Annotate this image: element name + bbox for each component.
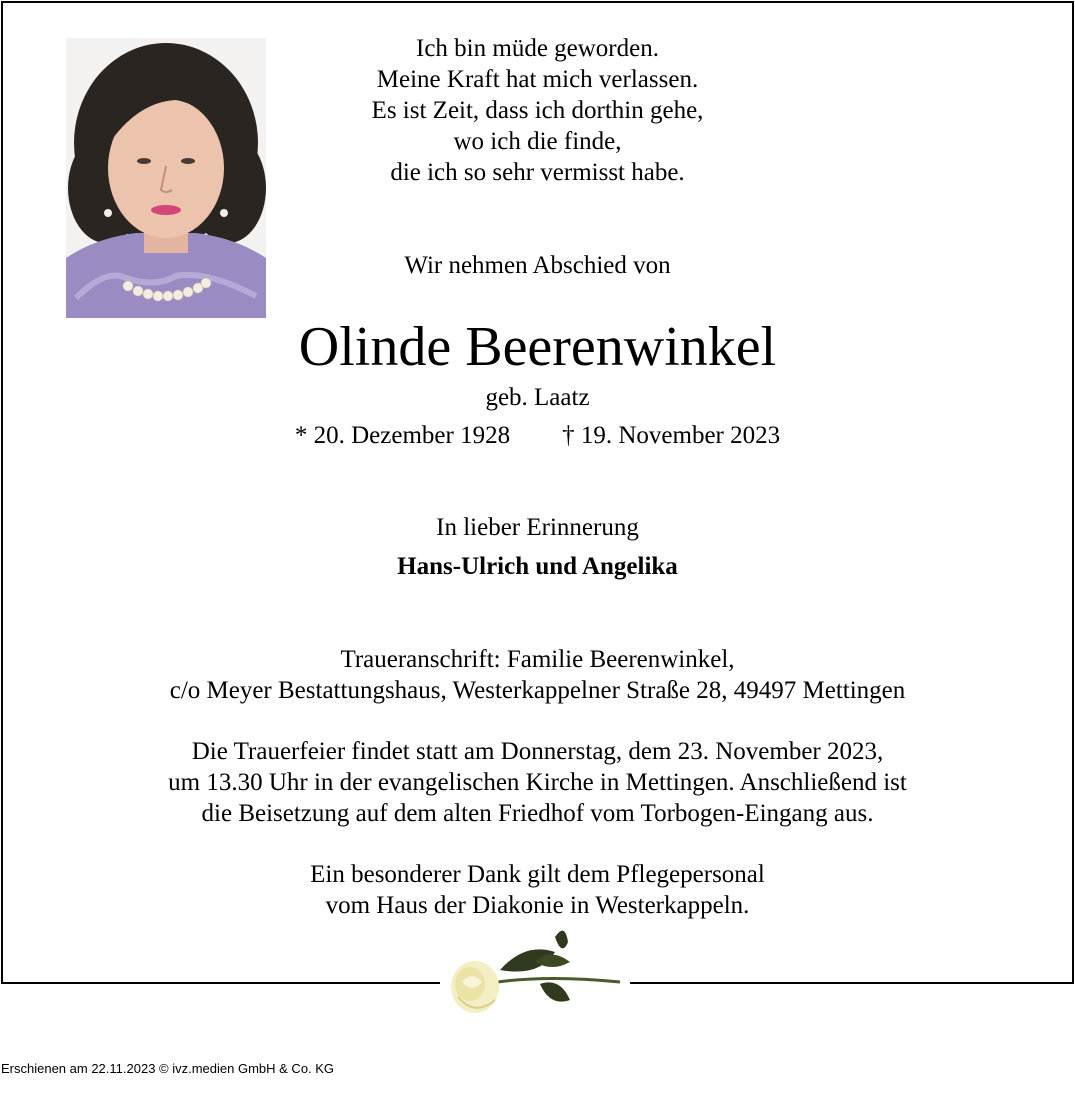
memory-intro: In lieber Erinnerung <box>436 514 639 541</box>
poem-line: die ich so sehr vermisst habe. <box>390 159 685 186</box>
thanks-line: Ein besonderer Dank gilt dem Pflegepersonal <box>310 861 765 888</box>
farewell-text: Wir nehmen Abschied von <box>404 252 671 279</box>
rose-icon <box>440 922 630 1022</box>
thanks-line: vom Haus der Diakonie in Westerkappeln. <box>325 892 750 919</box>
publication-footer: Erschienen am 22.11.2023 © ivz.medien GmbH & Co. KG <box>1 1061 335 1076</box>
poem-line: Es ist Zeit, dass ich dorthin gehe, <box>371 97 704 124</box>
ceremony-line: die Beisetzung auf dem alten Friedhof vom Torbogen-Eingang aus. <box>201 800 874 827</box>
address-line: c/o Meyer Bestattungshaus, Westerkappelner Straße 28, 49497 Mettingen <box>169 677 906 704</box>
poem-line: Meine Kraft hat mich verlassen. <box>376 66 699 93</box>
ceremony-info <box>0 736 1075 829</box>
address-line: Traueranschrift: Familie Beerenwinkel, <box>340 646 735 673</box>
ceremony-line: Die Trauerfeier findet statt am Donnerstag, dem 23. November 2023, <box>191 738 884 765</box>
birth-date: * 20. Dezember 1928 <box>294 422 511 449</box>
death-date: † 19. November 2023 <box>562 422 781 449</box>
ceremony-line: um 13.30 Uhr in der evangelischen Kirche in Mettingen. Anschließend ist <box>168 769 907 796</box>
poem <box>290 33 785 188</box>
life-dates <box>0 420 1075 451</box>
signers: Hans-Ulrich und Angelika <box>397 553 678 580</box>
poem-line: Ich bin müde geworden. <box>416 35 659 62</box>
portrait-icon <box>66 38 266 318</box>
mourning-address <box>0 644 1075 706</box>
deceased-name: Olinde Beerenwinkel <box>298 316 777 378</box>
poem-line: wo ich die finde, <box>453 128 622 155</box>
portrait-photo <box>66 38 266 318</box>
maiden-name: geb. Laatz <box>485 384 590 411</box>
thanks-text <box>0 859 1075 921</box>
